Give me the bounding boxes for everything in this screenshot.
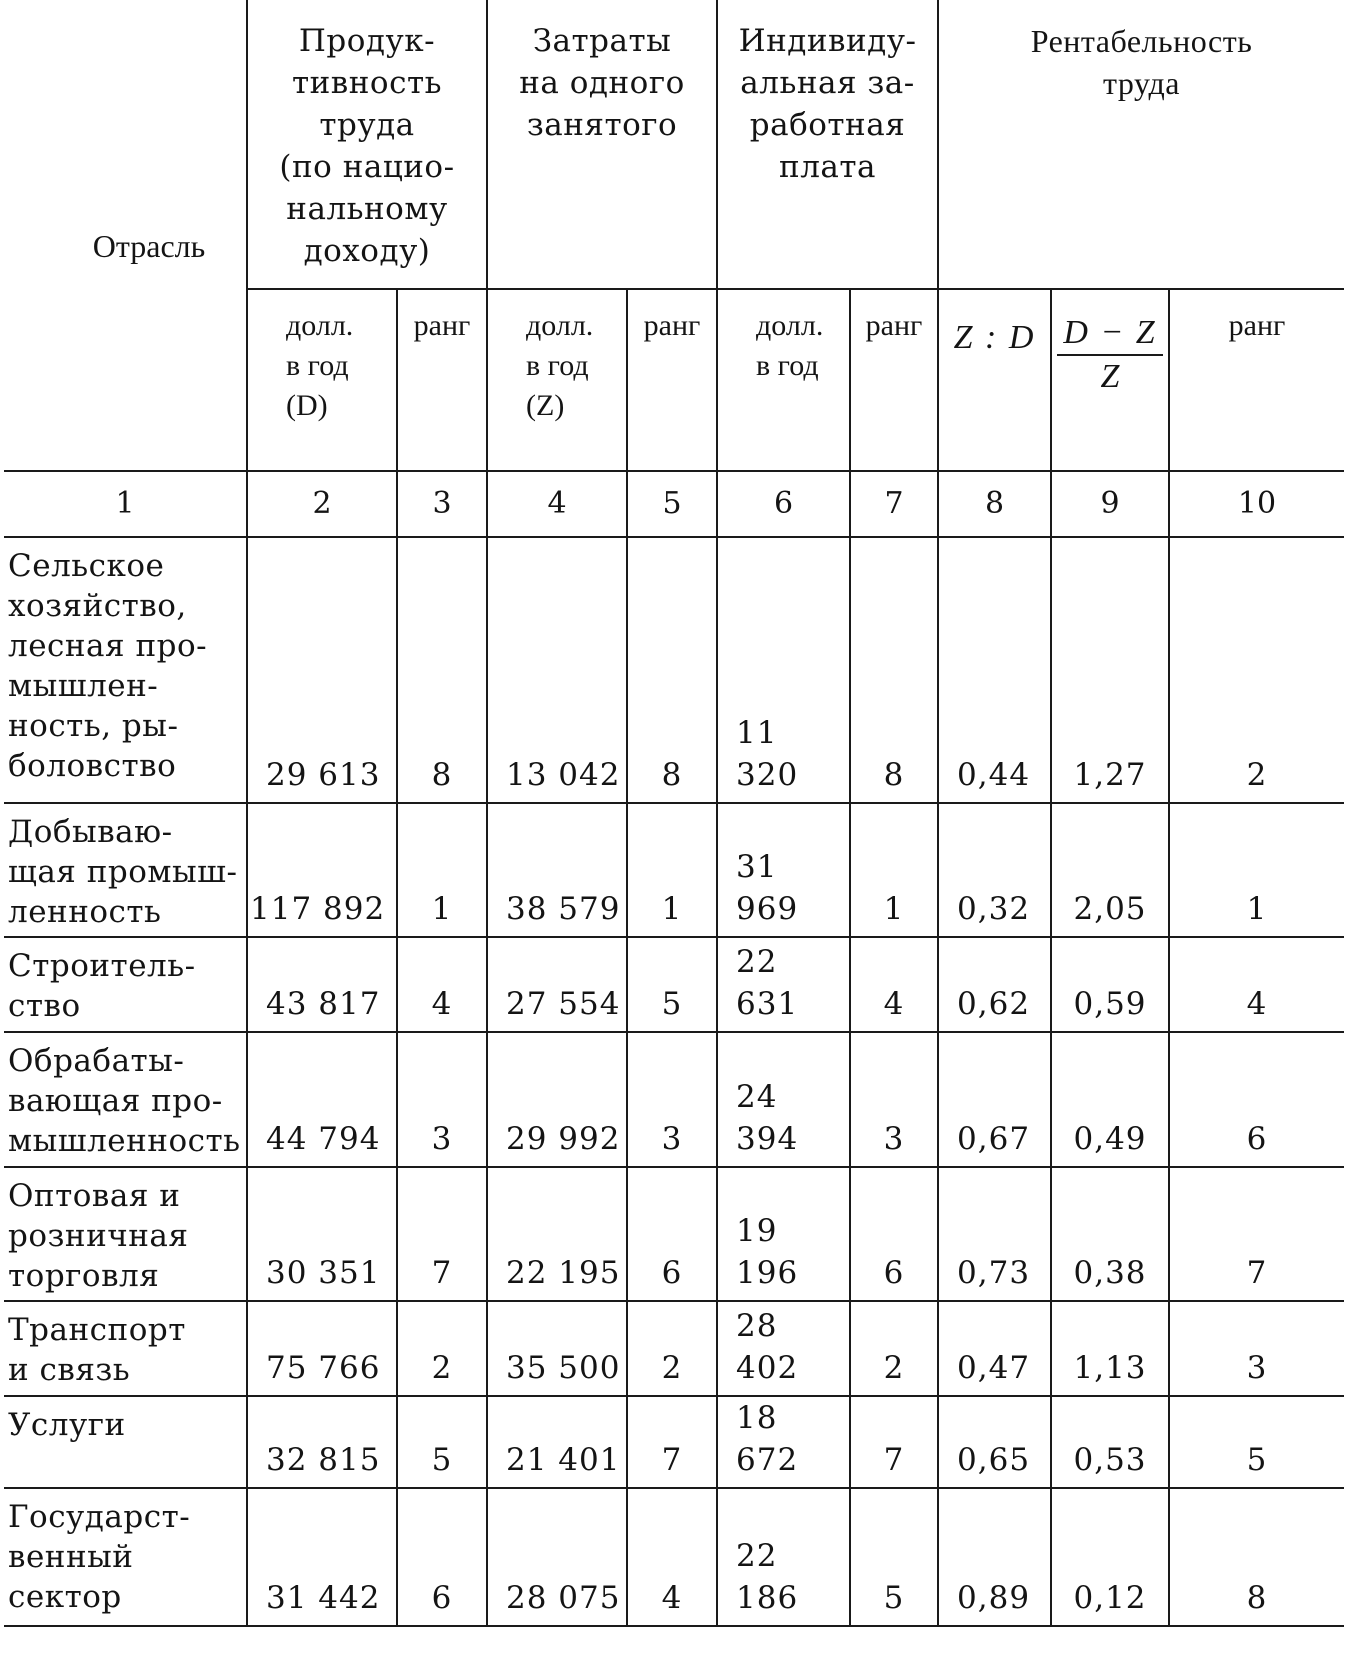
header-sub-d-label: долл. в год (D)	[286, 309, 354, 422]
table-row	[4, 1301, 1344, 1396]
profitability-value: 0,12	[1051, 1488, 1169, 1626]
fraction-numerator: D − Z	[1057, 314, 1162, 356]
cost-value: 27 554	[487, 937, 627, 1032]
wage-value: 18 672	[717, 1396, 850, 1488]
ratio-value: 0,89	[938, 1488, 1051, 1626]
column-number: 5	[627, 471, 717, 537]
ratio-value: 0,73	[938, 1167, 1051, 1301]
wage-rank: 8	[850, 537, 938, 803]
wage-value: 19 196	[717, 1167, 850, 1301]
header-sub-z-rank-label: ранг	[643, 309, 701, 342]
header-sub-profit-rank-label: ранг	[1228, 309, 1286, 342]
branch-name: Добываю- щая промыш- ленность	[4, 803, 247, 937]
header-sub-d-rank	[397, 289, 487, 471]
table-row	[4, 803, 1344, 937]
branch-name: Строитель- ство	[4, 937, 247, 1032]
cost-value: 38 579	[487, 803, 627, 937]
branch-name: Услуги	[4, 1396, 247, 1488]
branch-name: Оптовая и розничная торговля	[4, 1167, 247, 1301]
table-body	[4, 537, 1344, 1626]
header-sub-z-rank	[627, 289, 717, 471]
header-sub-wage-rank	[850, 289, 938, 471]
branch-name: Государст- венный сектор	[4, 1488, 247, 1626]
cost-value: 21 401	[487, 1396, 627, 1488]
ratio-value: 0,47	[938, 1301, 1051, 1396]
productivity-rank: 1	[397, 803, 487, 937]
header-sub-wage-rank-label: ранг	[865, 309, 923, 342]
table-row	[4, 1032, 1344, 1167]
header-group-profitability-label: Рентабельность труда	[1030, 23, 1253, 101]
wage-rank: 4	[850, 937, 938, 1032]
column-number: 6	[717, 471, 850, 537]
profitability-rank: 7	[1169, 1167, 1344, 1301]
header-branch-label: Отрасль	[92, 228, 206, 264]
header-group-wage	[717, 0, 938, 289]
productivity-rank: 4	[397, 937, 487, 1032]
ratio-value: 0,44	[938, 537, 1051, 803]
cost-rank: 7	[627, 1396, 717, 1488]
column-number: 10	[1169, 471, 1344, 537]
column-number: 2	[247, 471, 397, 537]
profitability-value: 1,27	[1051, 537, 1169, 803]
header-group-costs	[487, 0, 717, 289]
header-sub-fraction	[1051, 289, 1169, 471]
column-number: 7	[850, 471, 938, 537]
header-sub-d-rank-label: ранг	[413, 309, 471, 342]
branch-name: Транспорт и связь	[4, 1301, 247, 1396]
cost-rank: 5	[627, 937, 717, 1032]
wage-rank: 5	[850, 1488, 938, 1626]
productivity-value: 30 351	[247, 1167, 397, 1301]
productivity-value: 75 766	[247, 1301, 397, 1396]
profitability-rank: 8	[1169, 1488, 1344, 1626]
header-group-costs-label: Затраты на одного занятого	[519, 23, 685, 143]
cost-value: 13 042	[487, 537, 627, 803]
table-row	[4, 1167, 1344, 1301]
cost-value: 28 075	[487, 1488, 627, 1626]
wage-rank: 6	[850, 1167, 938, 1301]
table-row	[4, 937, 1344, 1032]
ratio-value: 0,65	[938, 1396, 1051, 1488]
column-number: 9	[1051, 471, 1169, 537]
table-row	[4, 1488, 1344, 1626]
header-sub-z-label: долл. в год (Z)	[526, 309, 594, 422]
header-sub-ratio	[938, 289, 1051, 471]
wage-rank: 2	[850, 1301, 938, 1396]
profitability-value: 0,38	[1051, 1167, 1169, 1301]
table-row	[4, 1396, 1344, 1488]
ratio-value: 0,32	[938, 803, 1051, 937]
wage-value: 28 402	[717, 1301, 850, 1396]
wage-value: 24 394	[717, 1032, 850, 1167]
ratio-value: 0,67	[938, 1032, 1051, 1167]
ratio-value: 0,62	[938, 937, 1051, 1032]
header-sub-d	[247, 289, 397, 471]
header-row-groups	[4, 0, 1344, 289]
productivity-value: 117 892	[247, 803, 397, 937]
profitability-value: 0,59	[1051, 937, 1169, 1032]
column-number: 4	[487, 471, 627, 537]
table-header	[4, 0, 1344, 537]
header-sub-profit-rank	[1169, 289, 1344, 471]
profitability-value: 0,53	[1051, 1396, 1169, 1488]
cost-rank: 4	[627, 1488, 717, 1626]
cost-rank: 8	[627, 537, 717, 803]
wage-value: 22 631	[717, 937, 850, 1032]
cost-rank: 2	[627, 1301, 717, 1396]
profitability-value: 1,13	[1051, 1301, 1169, 1396]
column-number: 1	[4, 471, 247, 537]
profitability-rank: 3	[1169, 1301, 1344, 1396]
productivity-value: 31 442	[247, 1488, 397, 1626]
wage-value: 11 320	[717, 537, 850, 803]
productivity-rank: 7	[397, 1167, 487, 1301]
cost-rank: 1	[627, 803, 717, 937]
cost-value: 35 500	[487, 1301, 627, 1396]
productivity-rank: 6	[397, 1488, 487, 1626]
header-group-productivity-label: Продук- тивность труда (по нацио- нальному доходу)	[279, 23, 455, 269]
profitability-rank: 4	[1169, 937, 1344, 1032]
branch-name: Обрабаты- вающая про- мышленность	[4, 1032, 247, 1167]
labor-productivity-table	[4, 0, 1344, 1627]
table-row	[4, 537, 1344, 803]
header-sub-wage-label: долл. в год	[756, 309, 824, 382]
wage-rank: 1	[850, 803, 938, 937]
profitability-rank: 2	[1169, 537, 1344, 803]
header-branch	[4, 0, 247, 471]
document-page	[4, 0, 1344, 1627]
header-row-column-numbers	[4, 471, 1344, 537]
cost-value: 29 992	[487, 1032, 627, 1167]
header-group-profitability	[938, 0, 1344, 289]
cost-rank: 6	[627, 1167, 717, 1301]
productivity-value: 29 613	[247, 537, 397, 803]
header-sub-z	[487, 289, 627, 471]
fraction-denominator: Z	[1100, 358, 1120, 395]
wage-rank: 7	[850, 1396, 938, 1488]
branch-name: Сельское хозяйство, лесная про- мышлен- ность, ры- боловство	[4, 537, 247, 803]
wage-value: 22 186	[717, 1488, 850, 1626]
productivity-rank: 8	[397, 537, 487, 803]
productivity-value: 44 794	[247, 1032, 397, 1167]
column-number: 8	[938, 471, 1051, 537]
header-sub-fraction-formula	[1057, 314, 1162, 396]
productivity-value: 43 817	[247, 937, 397, 1032]
column-number: 3	[397, 471, 487, 537]
header-sub-ratio-formula: Z : D	[953, 319, 1036, 356]
profitability-rank: 5	[1169, 1396, 1344, 1488]
profitability-rank: 1	[1169, 803, 1344, 937]
header-group-wage-label: Индивиду- альная за- работная плата	[738, 23, 917, 185]
profitability-value: 0,49	[1051, 1032, 1169, 1167]
header-group-productivity	[247, 0, 487, 289]
profitability-value: 2,05	[1051, 803, 1169, 937]
wage-rank: 3	[850, 1032, 938, 1167]
productivity-value: 32 815	[247, 1396, 397, 1488]
wage-value: 31 969	[717, 803, 850, 937]
cost-rank: 3	[627, 1032, 717, 1167]
productivity-rank: 2	[397, 1301, 487, 1396]
header-sub-wage	[717, 289, 850, 471]
cost-value: 22 195	[487, 1167, 627, 1301]
productivity-rank: 5	[397, 1396, 487, 1488]
profitability-rank: 6	[1169, 1032, 1344, 1167]
productivity-rank: 3	[397, 1032, 487, 1167]
